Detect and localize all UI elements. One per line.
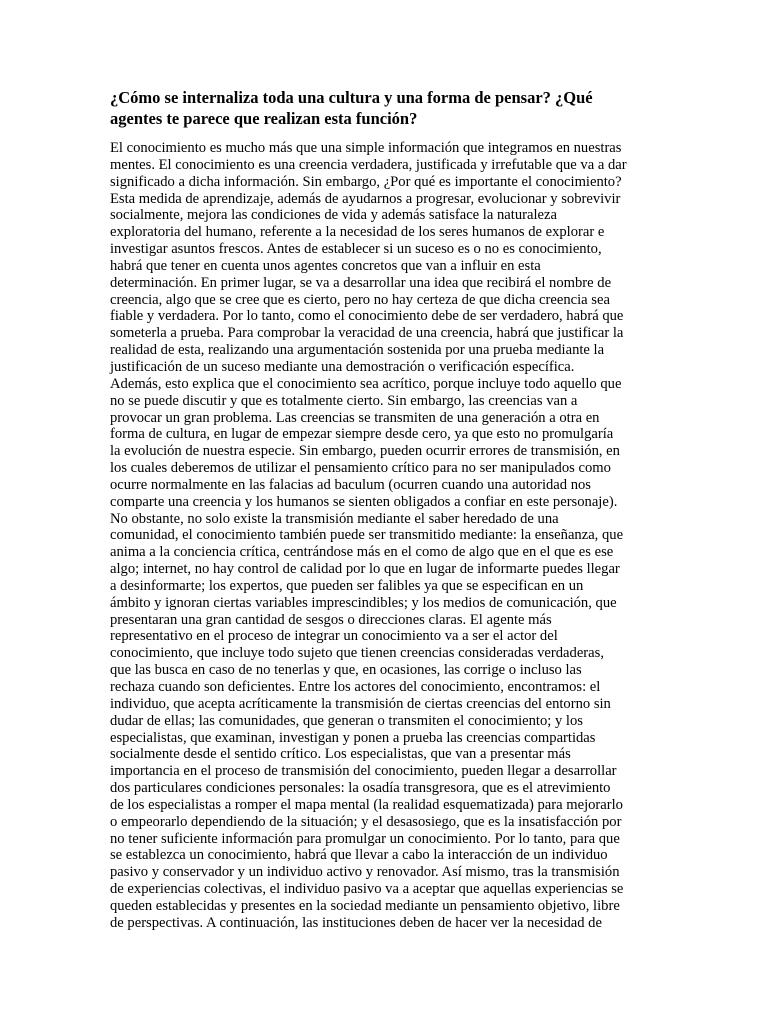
document-heading [110, 88, 670, 129]
paragraph-line: de perspectivas. A continuación, las instituciones deben de hacer ver la necesidad de [110, 914, 602, 931]
paragraph-line: se establezca un conocimiento, habrá que llevar a cabo la interacción de un individuo [110, 847, 608, 864]
paragraph-line: creencia, algo que se cree que es cierto, pero no hay certeza de que dicha creencia sea [110, 291, 610, 308]
paragraph-line: dos particulares condiciones personales: la osadía transgresora, que es el atrevimiento [110, 780, 611, 797]
paragraph-line: significado a dicha información. Sin embargo, ¿Por qué es importante el conocimiento? [110, 173, 622, 190]
paragraph-line: provocar un gran problema. Las creencias se transmiten de una generación a otra en [110, 409, 600, 426]
paragraph-line: socialmente, mejora las condiciones de vida y además satisface la naturaleza [110, 207, 557, 224]
paragraph-line: dudar de ellas; las comunidades, que generan o transmiten el conocimiento; y los [110, 712, 583, 729]
paragraph-line: forma de cultura, en lugar de empezar siempre desde cero, ya que esto no promulgaría [110, 426, 614, 443]
paragraph-line: de los especialistas a romper el mapa mental (la realidad esquematizada) para mejorarlo [110, 796, 623, 813]
paragraph-line: algo; internet, no hay control de calidad por lo que en lugar de informarte puedes llegar [110, 561, 620, 578]
paragraph-line: o empeorarlo dependiendo de la situación; y el desasosiego, que es la insatisfacción por [110, 813, 622, 830]
heading-line: ¿Cómo se internaliza toda una cultura y una forma de pensar? ¿Qué [110, 88, 593, 107]
paragraph-line: justificación de un suceso mediante una demostración o verificación específica. [110, 358, 575, 375]
paragraph-line: realidad de esta, realizando una argumentación sostenida por una prueba mediante la [110, 342, 605, 359]
paragraph-line: importancia en el proceso de transmisión del conocimiento, pueden llegar a desarrollar [110, 763, 617, 780]
paragraph-line: representativo en el proceso de integrar un conocimiento va a ser el actor del [110, 628, 558, 645]
paragraph-line: que las busca en caso de no tenerlas y que, en ocasiones, las corrige o incluso las [110, 662, 582, 679]
paragraph-line: especialistas, que examinan, investigan y ponen a prueba las creencias compartidas [110, 729, 596, 746]
paragraph-line: individuo, que acepta acríticamente la transmisión de ciertas creencias del entorno sin [110, 695, 611, 712]
paragraph-line: anima a la conciencia crítica, centrándose más en el como de algo que en el que es ese [110, 544, 614, 561]
paragraph-line: someterla a prueba. Para comprobar la veracidad de una creencia, habrá que justificar la [110, 325, 624, 342]
paragraph-line: la evolución de nuestra especie. Sin embargo, pueden ocurrir errores de transmisión, en [110, 443, 620, 460]
paragraph-line: mentes. El conocimiento es una creencia verdadera, justificada y irrefutable que va a dar [110, 156, 627, 173]
paragraph-line: ámbito y ignoran ciertas variables imprescindibles; y los medios de comunicación, que [110, 594, 617, 611]
paragraph-line: queden establecidas y presentes en la sociedad mediante un pensamiento objetivo, libre [110, 897, 620, 914]
paragraph-line: investigar asuntos frescos. Antes de establecer si un suceso es o no es conocimiento, [110, 241, 602, 258]
paragraph-line: habrá que tener en cuenta unos agentes concretos que van a influir en esta [110, 257, 541, 274]
paragraph-line: El conocimiento es mucho más que una simple información que integramos en nuestras [110, 140, 622, 156]
paragraph-line: Esta medida de aprendizaje, además de ayudarnos a progresar, evolucionar y sobrevivir [110, 190, 621, 207]
paragraph-line: comunidad, el conocimiento también puede ser transmitido mediante: la enseñanza, que [110, 527, 624, 544]
heading-line: agentes te parece que realizan esta función? [110, 108, 418, 128]
paragraph-line: a desinformarte; los expertos, que pueden ser falibles ya que se especifican en un [110, 577, 584, 594]
paragraph-line: determinación. En primer lugar, se va a desarrollar una idea que recibirá el nombre de [110, 274, 612, 291]
paragraph-line: Además, esto explica que el conocimiento sea acrítico, porque incluye todo aquello que [110, 375, 622, 392]
paragraph-line: exploratoria del humano, referente a la necesidad de los seres humanos de explorar e [110, 224, 605, 241]
paragraph-line: los cuales deberemos de utilizar el pensamiento crítico para no ser manipulados como [110, 460, 611, 477]
paragraph-line: socialmente desde el sentido crítico. Los especialistas, que van a presentar más [110, 746, 571, 763]
paragraph-line: presentaran una gran cantidad de sesgos o direcciones claras. El agente más [110, 611, 552, 628]
paragraph-line: rechaza cuando son deficientes. Entre los actores del conocimiento, encontramos: el [110, 679, 601, 695]
paragraph-line: No obstante, no solo existe la transmisión mediante el saber heredado de una [110, 510, 559, 527]
document-body [110, 140, 670, 932]
paragraph-line: no tener suficiente información para promulgar un conocimiento. Por lo tanto, para que [110, 830, 620, 847]
paragraph-line: pasivo y conservador y un individuo activo y renovador. Así mismo, tras la transmisión [110, 864, 620, 881]
paragraph-line: no se puede discutir y que es totalmente cierto. Sin embargo, las creencias van a [110, 392, 578, 409]
paragraph-line: conocimiento, que incluye todo sujeto que tienen creencias consideradas verdaderas, [110, 645, 604, 662]
paragraph-line: comparte una creencia y los humanos se sienten obligados a confiar en este personaje). [110, 493, 618, 510]
paragraph-line: fiable y verdadera. Por lo tanto, como el conocimiento debe de ser verdadero, habrá que [110, 308, 624, 325]
paragraph-line: de experiencias colectivas, el individuo pasivo va a aceptar que aquellas experiencias se [110, 881, 624, 898]
paragraph-line: ocurre normalmente en las falacias ad baculum (ocurren cuando una autoridad nos [110, 476, 591, 493]
